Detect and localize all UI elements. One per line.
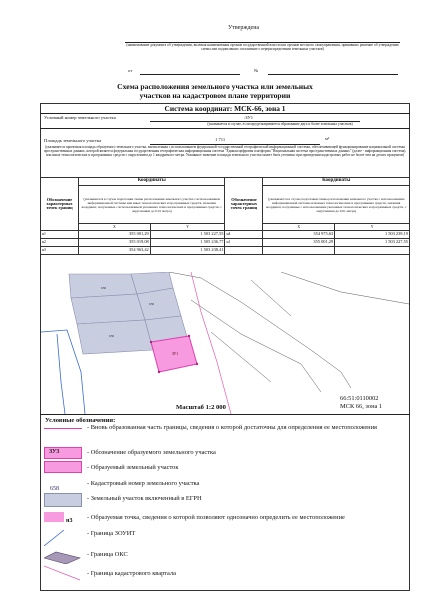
legend-item-text: - Кадастровый номер земельного участка (87, 480, 200, 487)
approval-caption: (наименование документа об утверждении, включая наименования органов государственной власти или органов местного самоуправления, принявших решение об утверждении схемы или подписавших соглашение о перераспределении земельных участков) (126, 43, 399, 52)
map-divider (40, 414, 410, 415)
quarter-boundary (191, 272, 231, 414)
legend-item-text: - Граница кадастрового квартала (87, 570, 176, 577)
legend-formed-parcel-icon (44, 461, 82, 473)
cadastral-value: :ЗУ1 (244, 115, 254, 120)
legend-new-boundary-icon (44, 428, 82, 440)
table-cell-x: 354 975,63 (263, 231, 335, 239)
x-label: X (78, 224, 150, 231)
date-line (140, 74, 240, 75)
coordinate-system: Система координат: МСК-66, зона 1 (164, 104, 286, 113)
legend-item-text: - Граница ЗОУИТ (87, 530, 136, 537)
table-cell-y: 1 503 238,41 (150, 247, 225, 255)
table-cell-y: 1 503 227,55 (150, 231, 225, 239)
map-lines (169, 272, 409, 392)
legend-oks-icon (44, 546, 84, 564)
area-unit: м² (325, 136, 330, 141)
parcel-label: ЗУ1 (172, 352, 179, 356)
cadastral-map (41, 272, 409, 414)
point-header-left: Обозначение характерных точек границ (41, 178, 79, 231)
table-cell-point: н2 (41, 239, 79, 247)
area-label: Площадь земельного участка (44, 138, 102, 143)
point-header-right: Обозначение характерных точек границ (225, 178, 263, 231)
quarter-zone: МСК 66, зона 1 (340, 403, 383, 410)
table-cell-empty (225, 247, 263, 255)
table-cell-y: 1 503 227,55 (335, 239, 410, 247)
table-cell-empty (335, 247, 410, 255)
coords-header-left: Координаты (78, 178, 225, 186)
legend-symbol: н3 (66, 518, 73, 524)
table-cell-point: н3 (41, 247, 79, 255)
legend-registered-plot-icon (44, 493, 82, 507)
coordinates-table (40, 177, 410, 255)
legend-quarter-icon (44, 564, 84, 582)
legend-symbol: ЗУ3 (49, 449, 60, 455)
legend-item-text: - Граница ОКС (87, 551, 128, 558)
table-cell-point: н4 (225, 231, 263, 239)
table-cell-y: 1 503 239,19 (335, 231, 410, 239)
cadastral-divider (40, 128, 410, 129)
y-label: Y (150, 224, 225, 231)
area-value: 1 711 (215, 137, 226, 142)
table-cell-x: 355 001,29 (263, 239, 335, 247)
table-cell-point: н1 (225, 239, 263, 247)
legend-item-text: - Земельный участок включенный в ЕГРН (87, 495, 202, 502)
map-scale: Масштаб 1:2 000 (176, 404, 226, 411)
approval-from-label: от (128, 68, 133, 73)
plot-3 (77, 320, 153, 354)
x-label: X (263, 224, 335, 231)
quarter-number: 66:51:0110002 (340, 395, 379, 402)
legend-item-text: - Образуемая точка, сведения о которой позволяют однозначно определить ее местоположение (87, 514, 345, 521)
legend-item-text: - Вновь образованная часть границы, сведения о которой достаточны для определения ее местоположения (87, 424, 377, 431)
number-line (268, 74, 398, 75)
plot-label: 658 (149, 302, 155, 306)
table-cell-y: 1 505 236,77 (150, 239, 225, 247)
approval-title: Утверждена (228, 25, 260, 31)
table-cell-empty (263, 247, 335, 255)
plot-label: 658 (101, 286, 107, 290)
area-caption: (указывается проектная площадь образуемого земельного участка, вычисленная с использованием федеральной государственной географической информационной системы, обеспечивающей функционирование национальной системы пространственных данных, которой является федеральная государственная географическая информационная система "Единая цифровая платформа "Национальная система пространственных данных" (далее - информационная система), или иных технологических и программных средств с округлением до 1 квадратного метра. Указанное значение площади земельного участка может быть уточнено при проведении кадастровых работ не более чем на десять процентов) (43, 145, 407, 158)
cs-divider (40, 113, 410, 114)
coords-note-left: (указываются в случае подготовки схемы расположения земельного участка с использованием информационной системы или иных технологических и программных средств, значения координат, полученные с использованием указанных технологических и программных средств, с округлением до 0,01 метра) (78, 186, 225, 224)
page-title: Схема расположения земельного участка или земельных участков на кадастровом плане территории (117, 82, 313, 100)
legend-zouit-icon (44, 530, 84, 546)
legend-point-icon (44, 512, 64, 522)
legend-symbol: 658 (50, 486, 59, 492)
plot-label: 658 (109, 334, 115, 338)
zouit-boundary (41, 330, 85, 414)
coords-note-right: (указываются в случае подготовки схемы расположения земельного участка с использованием информационной системы или иных технологических и программных средств, значения координат, полученные с использованием указанных технологических и программных средств, с округлением до 0,01 метра) (263, 186, 410, 224)
approval-number-label: № (254, 68, 259, 73)
table-cell-x: 355 019,08 (78, 239, 150, 247)
legend-item-text: - Образуемый земельный участок (87, 464, 179, 471)
table-cell-x: 355 001,29 (78, 231, 150, 239)
cadastral-caption: (указывается в случае, если предусматривается образование двух и более земельных участков) (207, 122, 353, 126)
legend-title: Условные обозначения: (45, 417, 116, 424)
legend-item-text: - Обозначение образуемого земельного участка (87, 449, 216, 456)
y-label: Y (335, 224, 410, 231)
table-cell-x: 354 963,42 (78, 247, 150, 255)
map-area (41, 272, 409, 414)
coords-header-right: Координаты (263, 178, 410, 186)
plot-2 (71, 294, 145, 324)
table-cell-point: н1 (41, 231, 79, 239)
cadastral-label: Условный номер земельного участка (44, 115, 116, 120)
